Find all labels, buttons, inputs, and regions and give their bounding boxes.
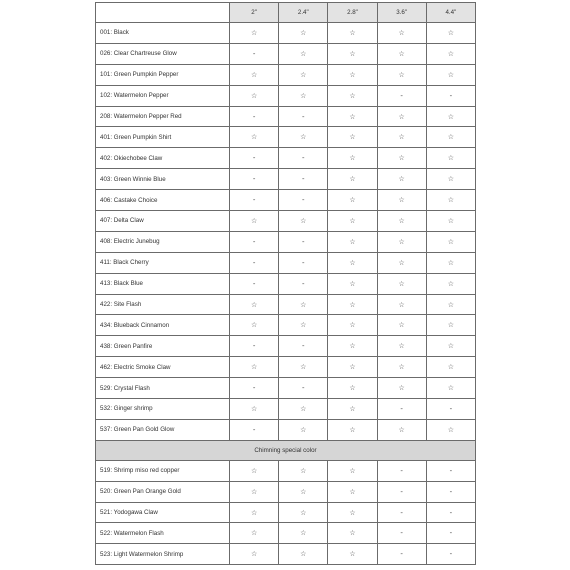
availability-cell: ☆ <box>377 252 426 273</box>
table-row <box>96 378 476 399</box>
size-header: 2" <box>230 3 279 23</box>
availability-cell: - <box>230 106 279 127</box>
availability-cell: ☆ <box>426 294 475 315</box>
availability-cell: ☆ <box>426 273 475 294</box>
color-name-cell: 001: Black <box>96 23 230 44</box>
availability-cell: ☆ <box>230 357 279 378</box>
availability-cell: - <box>230 378 279 399</box>
section-header-row <box>96 440 476 460</box>
availability-cell: ☆ <box>279 211 328 232</box>
color-name-cell: 537: Green Pan Gold Glow <box>96 419 230 440</box>
color-name-cell: 403: Green Winnie Blue <box>96 169 230 190</box>
table-row <box>96 273 476 294</box>
availability-cell: ☆ <box>279 23 328 44</box>
color-name-cell: 406: Castake Choice <box>96 190 230 211</box>
availability-cell: ☆ <box>426 64 475 85</box>
table-row <box>96 23 476 44</box>
availability-cell: ☆ <box>230 460 279 481</box>
availability-cell: ☆ <box>230 315 279 336</box>
color-name-cell: 519: Shrimp miso red copper <box>96 460 230 481</box>
availability-cell: ☆ <box>328 231 377 252</box>
availability-cell: ☆ <box>328 419 377 440</box>
availability-cell: ☆ <box>328 294 377 315</box>
size-header: 3.6" <box>377 3 426 23</box>
availability-cell: ☆ <box>279 460 328 481</box>
table-row <box>96 502 476 523</box>
availability-cell: ☆ <box>377 357 426 378</box>
availability-cell: - <box>230 43 279 64</box>
header-row <box>96 3 476 23</box>
availability-cell: ☆ <box>230 544 279 565</box>
availability-cell: ☆ <box>426 211 475 232</box>
availability-cell: - <box>377 460 426 481</box>
section-title: Chimning special color <box>96 440 476 460</box>
availability-cell: ☆ <box>328 273 377 294</box>
availability-cell: - <box>377 481 426 502</box>
availability-cell: ☆ <box>279 85 328 106</box>
availability-cell: ☆ <box>328 106 377 127</box>
table-row <box>96 357 476 378</box>
table-row <box>96 127 476 148</box>
table-row <box>96 190 476 211</box>
availability-cell: - <box>230 148 279 169</box>
color-name-cell: 522: Watermelon Flash <box>96 523 230 544</box>
availability-cell: ☆ <box>328 523 377 544</box>
availability-cell: ☆ <box>279 43 328 64</box>
availability-cell: ☆ <box>426 336 475 357</box>
availability-cell: ☆ <box>328 544 377 565</box>
availability-cell: - <box>279 378 328 399</box>
availability-cell: ☆ <box>328 315 377 336</box>
table-row <box>96 419 476 440</box>
availability-cell: - <box>230 231 279 252</box>
color-name-cell: 438: Green Panfire <box>96 336 230 357</box>
availability-cell: ☆ <box>377 106 426 127</box>
availability-cell: ☆ <box>230 502 279 523</box>
availability-cell: ☆ <box>279 294 328 315</box>
availability-cell: ☆ <box>279 544 328 565</box>
availability-cell: - <box>230 169 279 190</box>
availability-cell: ☆ <box>377 148 426 169</box>
availability-cell: ☆ <box>426 169 475 190</box>
availability-cell: ☆ <box>279 357 328 378</box>
availability-cell: ☆ <box>279 502 328 523</box>
color-name-cell: 422: Site Flash <box>96 294 230 315</box>
availability-cell: ☆ <box>426 23 475 44</box>
table-body <box>96 23 476 565</box>
availability-cell: ☆ <box>426 231 475 252</box>
availability-cell: ☆ <box>377 336 426 357</box>
availability-cell: ☆ <box>279 127 328 148</box>
availability-cell: ☆ <box>377 64 426 85</box>
color-name-cell: 402: Okiechobee Claw <box>96 148 230 169</box>
availability-cell: ☆ <box>328 252 377 273</box>
availability-cell: ☆ <box>328 211 377 232</box>
availability-cell: - <box>426 523 475 544</box>
availability-cell: ☆ <box>426 43 475 64</box>
availability-cell: ☆ <box>328 23 377 44</box>
size-header: 2.4" <box>279 3 328 23</box>
color-name-cell: 523: Light Watermelon Shrimp <box>96 544 230 565</box>
table-row <box>96 399 476 420</box>
availability-cell: ☆ <box>328 481 377 502</box>
availability-cell: - <box>426 502 475 523</box>
availability-cell: ☆ <box>377 23 426 44</box>
availability-cell: ☆ <box>426 127 475 148</box>
availability-cell: ☆ <box>426 252 475 273</box>
availability-cell: ☆ <box>279 64 328 85</box>
size-header: 2.8" <box>328 3 377 23</box>
availability-cell: ☆ <box>426 357 475 378</box>
availability-cell: ☆ <box>279 399 328 420</box>
color-name-cell: 208: Watermelon Pepper Red <box>96 106 230 127</box>
availability-cell: ☆ <box>377 231 426 252</box>
availability-cell: ☆ <box>328 399 377 420</box>
availability-cell: ☆ <box>426 148 475 169</box>
color-size-chart <box>95 2 476 565</box>
availability-cell: ☆ <box>377 294 426 315</box>
availability-cell: ☆ <box>377 273 426 294</box>
availability-cell: ☆ <box>377 315 426 336</box>
size-header: 4.4" <box>426 3 475 23</box>
availability-cell: ☆ <box>377 43 426 64</box>
availability-cell: ☆ <box>230 127 279 148</box>
table-row <box>96 43 476 64</box>
availability-cell: ☆ <box>377 211 426 232</box>
availability-cell: ☆ <box>279 523 328 544</box>
availability-cell: ☆ <box>328 460 377 481</box>
table-row <box>96 231 476 252</box>
availability-cell: - <box>279 336 328 357</box>
color-name-cell: 102: Watermelon Pepper <box>96 85 230 106</box>
table-row <box>96 106 476 127</box>
availability-cell: ☆ <box>377 127 426 148</box>
availability-cell: - <box>426 460 475 481</box>
availability-cell: ☆ <box>328 148 377 169</box>
availability-cell: ☆ <box>279 419 328 440</box>
availability-cell: - <box>279 106 328 127</box>
availability-cell: ☆ <box>279 481 328 502</box>
availability-cell: - <box>426 481 475 502</box>
availability-cell: - <box>230 252 279 273</box>
color-name-cell: 026: Clear Chartreuse Glow <box>96 43 230 64</box>
header-corner-cell <box>96 3 230 23</box>
table-row <box>96 85 476 106</box>
table-row <box>96 460 476 481</box>
availability-cell: ☆ <box>230 523 279 544</box>
availability-cell: - <box>279 252 328 273</box>
availability-cell: ☆ <box>426 419 475 440</box>
color-name-cell: 434: Blueback Cinnamon <box>96 315 230 336</box>
availability-cell: ☆ <box>230 23 279 44</box>
table-row <box>96 252 476 273</box>
availability-cell: ☆ <box>328 190 377 211</box>
availability-cell: - <box>377 502 426 523</box>
table-row <box>96 64 476 85</box>
color-name-cell: 529: Crystal Flash <box>96 378 230 399</box>
availability-cell: - <box>426 85 475 106</box>
availability-cell: - <box>377 399 426 420</box>
availability-cell: ☆ <box>426 315 475 336</box>
color-name-cell: 520: Green Pan Orange Gold <box>96 481 230 502</box>
table-row <box>96 481 476 502</box>
availability-cell: ☆ <box>328 336 377 357</box>
availability-cell: ☆ <box>328 64 377 85</box>
table-row <box>96 148 476 169</box>
availability-cell: ☆ <box>377 169 426 190</box>
availability-cell: - <box>279 169 328 190</box>
availability-cell: ☆ <box>328 502 377 523</box>
color-name-cell: 413: Black Blue <box>96 273 230 294</box>
table-row <box>96 169 476 190</box>
availability-cell: ☆ <box>377 378 426 399</box>
availability-cell: - <box>230 273 279 294</box>
availability-cell: ☆ <box>230 294 279 315</box>
table-row <box>96 294 476 315</box>
color-name-cell: 401: Green Pumpkin Shirt <box>96 127 230 148</box>
availability-cell: ☆ <box>328 357 377 378</box>
availability-cell: ☆ <box>230 211 279 232</box>
color-name-cell: 532: Ginger shrimp <box>96 399 230 420</box>
availability-cell: - <box>230 336 279 357</box>
availability-cell: - <box>279 231 328 252</box>
availability-cell: ☆ <box>328 85 377 106</box>
availability-cell: ☆ <box>230 481 279 502</box>
table-row <box>96 315 476 336</box>
availability-cell: - <box>377 544 426 565</box>
color-name-cell: 411: Black Cherry <box>96 252 230 273</box>
availability-cell: ☆ <box>328 43 377 64</box>
availability-cell: ☆ <box>328 169 377 190</box>
color-name-cell: 462: Electric Smoke Claw <box>96 357 230 378</box>
color-name-cell: 521: Yodogawa Claw <box>96 502 230 523</box>
availability-cell: ☆ <box>230 64 279 85</box>
availability-cell: - <box>230 190 279 211</box>
table-row <box>96 523 476 544</box>
color-name-cell: 101: Green Pumpkin Pepper <box>96 64 230 85</box>
availability-cell: - <box>377 523 426 544</box>
availability-cell: - <box>377 85 426 106</box>
availability-cell: - <box>279 190 328 211</box>
color-name-cell: 407: Delta Claw <box>96 211 230 232</box>
availability-cell: ☆ <box>328 378 377 399</box>
availability-cell: - <box>230 419 279 440</box>
availability-cell: ☆ <box>279 315 328 336</box>
availability-cell: ☆ <box>230 399 279 420</box>
availability-cell: ☆ <box>230 85 279 106</box>
availability-cell: - <box>426 544 475 565</box>
table-row <box>96 211 476 232</box>
availability-cell: - <box>426 399 475 420</box>
availability-cell: ☆ <box>426 378 475 399</box>
availability-cell: ☆ <box>377 419 426 440</box>
table-row <box>96 336 476 357</box>
table-row <box>96 544 476 565</box>
color-name-cell: 408: Electric Junebug <box>96 231 230 252</box>
availability-cell: - <box>279 273 328 294</box>
availability-cell: ☆ <box>426 190 475 211</box>
availability-cell: ☆ <box>377 190 426 211</box>
availability-cell: ☆ <box>328 127 377 148</box>
availability-cell: - <box>279 148 328 169</box>
availability-cell: ☆ <box>426 106 475 127</box>
